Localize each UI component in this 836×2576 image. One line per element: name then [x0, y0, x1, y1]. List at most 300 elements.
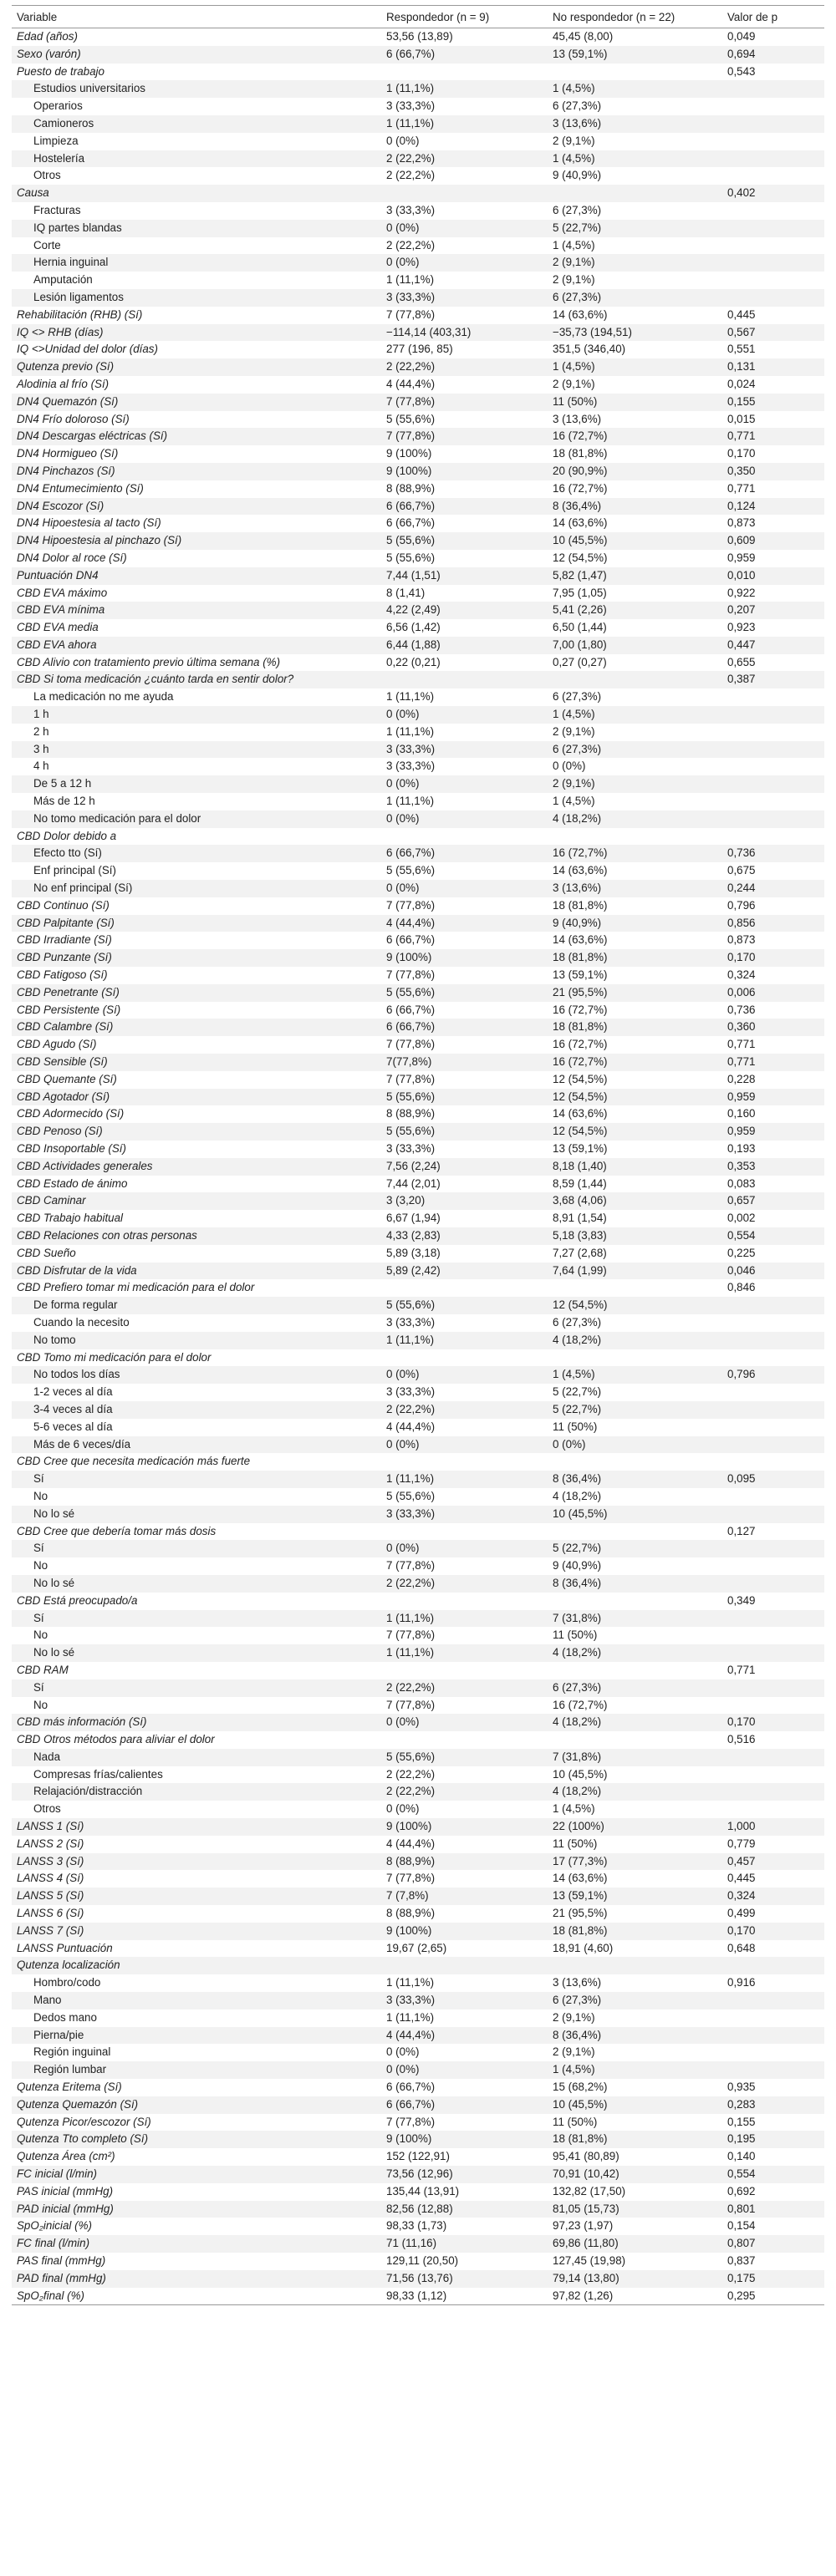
p-value-cell: 0,127 [727, 1524, 756, 1537]
table-row [12, 2183, 824, 2201]
variable-cell: LANSS 5 (Sí) [12, 1888, 381, 1905]
variable-cell: Nada [12, 1749, 381, 1766]
p-value-cell: 0,935 [727, 2081, 756, 2094]
p-value-cell [722, 1801, 824, 1818]
p-value-cell: 0,175 [722, 2270, 824, 2288]
responder-cell: 0 (0%) [381, 1366, 548, 1384]
responder-cell: 5 (55,6%) [386, 864, 436, 877]
p-value-cell [722, 1384, 824, 1401]
responder-cell: 98,33 (1,73) [386, 2219, 447, 2233]
p-value-cell: 0,283 [722, 2096, 824, 2114]
variable-cell: 3-4 veces al día [12, 1401, 381, 1419]
variable-cell: CBD Punzante (Sí) [12, 949, 381, 967]
table-row [12, 1766, 824, 1784]
responder-cell: 53,56 (13,89) [386, 30, 453, 43]
responder-cell: 4 (44,4%) [386, 1420, 436, 1433]
variable-cell: DN4 Hipoestesia al pinchazo (Sí) [12, 532, 381, 550]
non-responder-cell: 351,5 (346,40) [553, 343, 626, 356]
non-responder-cell: 70,91 (10,42) [548, 2166, 722, 2183]
responder-cell: 1 (11,1%) [386, 724, 435, 738]
variable-cell: CBD Estado de ánimo [17, 1176, 128, 1190]
responder-cell: 7 (77,8%) [386, 1559, 436, 1573]
variable-cell: 2 h [33, 724, 49, 738]
p-value-cell: 0,195 [722, 2131, 824, 2148]
table-row [12, 1506, 824, 1523]
responder-cell: 152 (122,91) [386, 2150, 450, 2163]
non-responder-cell: 2 (9,1%) [553, 2010, 595, 2024]
table-row [12, 654, 824, 672]
variable-cell: CBD Actividades generales [12, 1158, 381, 1176]
non-responder-cell: 18 (81,8%) [553, 898, 608, 912]
p-value-cell: 0,856 [722, 915, 824, 932]
p-value-cell: 0,516 [727, 1733, 756, 1746]
non-responder-cell: 3 (13,6%) [553, 1976, 602, 1989]
p-value-cell: 0,796 [722, 1366, 824, 1384]
variable-cell: SpO₂final (%) [12, 2288, 381, 2305]
table-row [12, 2253, 824, 2270]
p-value-cell: 0,959 [722, 1089, 824, 1106]
responder-cell: 0 (0%) [381, 880, 548, 897]
non-responder-cell: 2 (9,1%) [548, 254, 722, 272]
non-responder-cell: 14 (63,6%) [553, 864, 608, 877]
variable-cell: CBD Agotador (Sí) [12, 1089, 381, 1106]
variable-cell: Qutenza Picor/escozor (Sí) [17, 2115, 151, 2128]
p-value-cell: 0,170 [722, 1714, 824, 1731]
variable-cell: Qutenza localización [12, 1957, 381, 1974]
non-responder-cell: 1 (4,5%) [548, 150, 722, 168]
non-responder-cell: 15 (68,2%) [553, 2081, 608, 2094]
table-row [12, 202, 824, 220]
p-value-cell [722, 758, 824, 775]
table-row [12, 1627, 824, 1644]
p-value-cell [722, 828, 824, 846]
non-responder-cell: 9 (40,9%) [553, 169, 602, 182]
p-value-cell: 1,000 [722, 1818, 824, 1836]
responder-cell [381, 1731, 548, 1749]
non-responder-cell: 1 (4,5%) [548, 358, 722, 376]
p-value-cell [722, 1488, 824, 1506]
p-value-cell: 0,170 [727, 447, 756, 460]
responder-cell: 98,33 (1,12) [381, 2288, 548, 2305]
table-row [12, 2009, 824, 2027]
p-value-cell [722, 810, 824, 828]
responder-cell: 3 (33,3%) [386, 203, 436, 216]
variable-cell: De forma regular [12, 1297, 381, 1314]
non-responder-cell: 13 (59,1%) [548, 46, 722, 64]
non-responder-cell: 2 (9,1%) [553, 273, 595, 287]
responder-cell: 7 (77,8%) [386, 1628, 436, 1642]
non-responder-cell: 97,82 (1,26) [548, 2288, 722, 2305]
non-responder-cell: 16 (72,7%) [548, 845, 722, 862]
non-responder-cell: 1 (4,5%) [548, 1366, 722, 1384]
variable-cell: LANSS 1 (Sí) [12, 1818, 381, 1836]
non-responder-cell: 5 (22,7%) [548, 1401, 722, 1419]
table-row [12, 1523, 824, 1541]
non-responder-cell: 1 (4,5%) [553, 238, 595, 252]
non-responder-cell: 1 (4,5%) [548, 2061, 722, 2079]
non-responder-cell: 14 (63,6%) [553, 1872, 608, 1885]
responder-cell: 6 (66,7%) [381, 1019, 548, 1036]
p-value-cell: 0,807 [722, 2235, 824, 2253]
non-responder-cell: 1 (4,5%) [553, 1802, 595, 1816]
table-row [12, 567, 824, 585]
table-row [12, 1279, 824, 1297]
non-responder-cell: 11 (50%) [553, 1628, 598, 1642]
table-row [12, 1870, 824, 1888]
table-row [12, 1940, 824, 1958]
non-responder-cell: 127,45 (19,98) [553, 2254, 626, 2267]
p-value-cell [722, 1453, 824, 1471]
non-responder-cell: 16 (72,7%) [553, 1003, 608, 1016]
variable-cell: Rehabilitación (RHB) (Sí) [17, 307, 143, 321]
variable-cell: Mano [12, 1992, 381, 2009]
responder-cell: 8 (88,9%) [386, 1107, 436, 1120]
table-row [12, 585, 824, 602]
non-responder-cell: 7,95 (1,05) [553, 586, 607, 599]
p-value-cell [722, 1610, 824, 1628]
non-responder-cell: 3 (13,6%) [548, 880, 722, 897]
responder-cell: 9 (100%) [381, 2131, 548, 2148]
responder-cell: 0 (0%) [381, 775, 548, 793]
responder-cell: 1 (11,1%) [381, 1332, 548, 1349]
table-row [12, 1957, 824, 1974]
responder-cell: 1 (11,1%) [386, 795, 435, 808]
variable-cell: CBD Relaciones con otras personas [12, 1227, 381, 1245]
p-value-cell: 0,796 [727, 898, 756, 912]
non-responder-cell: 1 (4,5%) [553, 795, 595, 808]
responder-cell: 2 (22,2%) [381, 1401, 548, 1419]
p-value-cell: 0,922 [727, 586, 756, 599]
non-responder-cell: 3,68 (4,06) [548, 1192, 722, 1210]
p-value-cell [722, 1766, 824, 1784]
table-row [12, 637, 824, 654]
variable-cell: Edad (años) [17, 30, 78, 43]
table-row [12, 272, 824, 289]
table-row [12, 775, 824, 793]
non-responder-cell: 4 (18,2%) [548, 1783, 722, 1801]
non-responder-cell: 12 (54,5%) [553, 1072, 608, 1085]
table-row [12, 828, 824, 846]
p-value-cell: 0,225 [727, 1246, 756, 1259]
variable-cell: 1-2 veces al día [33, 1385, 113, 1399]
table-row [12, 1192, 824, 1210]
p-value-cell: 0,771 [722, 1054, 824, 1071]
variable-cell: Qutenza Quemazón (Sí) [12, 2096, 381, 2114]
non-responder-cell [548, 1523, 722, 1541]
table-row [12, 80, 824, 98]
table-row [12, 1575, 824, 1593]
variable-cell: LANSS 4 (Sí) [17, 1872, 84, 1885]
p-value-cell [722, 289, 824, 307]
variable-cell: Compresas frías/calientes [33, 1767, 163, 1781]
non-responder-cell [548, 828, 722, 846]
table-row [12, 1071, 824, 1089]
table-row [12, 1697, 824, 1715]
table-row [12, 1245, 824, 1263]
variable-cell: CBD Está preocupado/a [17, 1593, 138, 1607]
variable-cell: Operarios [33, 99, 83, 113]
p-value-cell [722, 2044, 824, 2061]
responder-cell: 6,56 (1,42) [386, 621, 441, 634]
p-value-cell: 0,006 [722, 984, 824, 1002]
p-value-cell: 0,771 [722, 428, 824, 445]
results-table [12, 5, 824, 2305]
p-value-cell [722, 1627, 824, 1644]
table-row [12, 445, 824, 463]
non-responder-cell: 2 (9,1%) [553, 2045, 595, 2059]
non-responder-cell: 0 (0%) [553, 760, 586, 773]
variable-cell: Otros [33, 1802, 61, 1816]
responder-cell: 6,67 (1,94) [386, 1212, 441, 1225]
p-value-cell: 0,779 [727, 1837, 756, 1850]
table-row [12, 64, 824, 81]
responder-cell: 9 (100%) [381, 1818, 548, 1836]
responder-cell: 7 (7,8%) [381, 1888, 548, 1905]
table-row [12, 1158, 824, 1176]
table-row [12, 967, 824, 984]
p-value-cell: 0,457 [722, 1853, 824, 1871]
non-responder-cell [548, 1662, 722, 1679]
table-row [12, 2131, 824, 2148]
variable-cell: LANSS 7 (Sí) [12, 1923, 381, 1940]
non-responder-cell: 14 (63,6%) [553, 516, 608, 530]
table-row [12, 724, 824, 741]
p-value-cell: 0,543 [727, 64, 756, 78]
p-value-cell [722, 98, 824, 115]
p-value-cell: 0,155 [727, 2115, 756, 2128]
non-responder-cell: 3 (13,6%) [548, 115, 722, 133]
variable-cell: No tomo medicación para el dolor [12, 810, 381, 828]
non-responder-cell: 7 (31,8%) [548, 1610, 722, 1628]
table-row [12, 1227, 824, 1245]
responder-cell: 1 (11,1%) [381, 1610, 548, 1628]
variable-cell: CBD Penetrante (Sí) [12, 984, 381, 1002]
variable-cell: Qutenza Área (cm²) [17, 2150, 115, 2163]
table-row [12, 2079, 824, 2096]
non-responder-cell: 13 (59,1%) [553, 1142, 608, 1155]
table-row [12, 1366, 824, 1384]
non-responder-cell: 6 (27,3%) [553, 690, 602, 704]
variable-cell: CBD Palpitante (Sí) [12, 915, 381, 932]
table-row [12, 1002, 824, 1019]
non-responder-cell: 8 (36,4%) [548, 1575, 722, 1593]
responder-cell: 2 (22,2%) [381, 1679, 548, 1697]
table-row [12, 1436, 824, 1454]
responder-cell: 5 (55,6%) [386, 551, 436, 564]
variable-cell: CBD Quemante (Sí) [17, 1072, 117, 1085]
table-row [12, 1488, 824, 1506]
table-row [12, 167, 824, 185]
p-value-cell [722, 1436, 824, 1454]
responder-cell: 1 (11,1%) [381, 1644, 548, 1662]
non-responder-cell: 14 (63,6%) [553, 933, 608, 947]
table-row [12, 1471, 824, 1488]
non-responder-cell: 18 (81,8%) [548, 2131, 722, 2148]
variable-cell: CBD Disfrutar de la vida [12, 1263, 381, 1280]
variable-cell: No lo sé [12, 1575, 381, 1593]
p-value-cell: 0,771 [727, 1038, 756, 1051]
p-value-cell [722, 272, 824, 289]
responder-cell: 82,56 (12,88) [381, 2201, 548, 2218]
table-row [12, 289, 824, 307]
responder-cell: 5,89 (2,42) [381, 1263, 548, 1280]
table-row [12, 1401, 824, 1419]
non-responder-cell: 5 (22,7%) [553, 1385, 602, 1399]
variable-cell: FC inicial (l/min) [12, 2166, 381, 2183]
non-responder-cell: 81,05 (15,73) [548, 2201, 722, 2218]
variable-cell: SpO₂inicial (%) [17, 2219, 92, 2233]
table-row [12, 758, 824, 775]
responder-cell: 1 (11,1%) [381, 1471, 548, 1488]
non-responder-cell [548, 1731, 722, 1749]
variable-cell: 3 h [12, 741, 381, 759]
responder-cell: 0 (0%) [381, 1540, 548, 1557]
variable-cell: Dedos mano [33, 2010, 97, 2024]
table-row [12, 2288, 824, 2305]
variable-cell: CBD Penoso (Sí) [12, 1123, 381, 1141]
responder-cell: 2 (22,2%) [381, 1783, 548, 1801]
variable-cell: Causa [12, 185, 381, 202]
non-responder-cell: 5 (22,7%) [548, 220, 722, 237]
variable-cell: CBD Persistente (Sí) [17, 1003, 121, 1016]
variable-cell: No tomo [12, 1332, 381, 1349]
variable-cell: CBD Agudo (Sí) [17, 1038, 97, 1051]
table-row [12, 28, 824, 46]
table-row [12, 1036, 824, 1054]
responder-cell: 8 (88,9%) [386, 1907, 436, 1920]
non-responder-cell: 10 (45,5%) [548, 2096, 722, 2114]
variable-cell: Amputación [33, 273, 93, 287]
responder-cell: 1 (11,1%) [386, 273, 435, 287]
non-responder-cell: 14 (63,6%) [553, 307, 608, 321]
responder-cell: 4 (44,4%) [381, 2027, 548, 2045]
p-value-cell [722, 150, 824, 168]
header-non-responder: No respondedor (n = 22) [548, 6, 722, 28]
table-row [12, 2218, 824, 2235]
variable-cell: De 5 a 12 h [12, 775, 381, 793]
non-responder-cell: 13 (59,1%) [548, 1888, 722, 1905]
variable-cell: LANSS Puntuación [17, 1941, 113, 1954]
non-responder-cell: 11 (50%) [553, 1420, 598, 1433]
variable-cell: Sí [12, 1471, 381, 1488]
variable-cell: CBD EVA máximo [17, 586, 108, 599]
table-row [12, 1540, 824, 1557]
variable-cell: PAD final (mmHg) [12, 2270, 381, 2288]
p-value-cell: 0,170 [722, 949, 824, 967]
p-value-cell: 0,207 [722, 602, 824, 619]
variable-cell: Qutenza Tto completo (Sí) [12, 2131, 381, 2148]
table-row [12, 2096, 824, 2114]
non-responder-cell: 5,82 (1,47) [548, 567, 722, 585]
responder-cell [381, 828, 548, 846]
variable-cell: Región lumbar [12, 2061, 381, 2079]
non-responder-cell: 95,41 (80,89) [553, 2150, 619, 2163]
variable-cell: Lesión ligamentos [12, 289, 381, 307]
p-value-cell [722, 724, 824, 741]
table-row [12, 619, 824, 637]
non-responder-cell: 6 (27,3%) [548, 289, 722, 307]
non-responder-cell: 6 (27,3%) [553, 1315, 602, 1329]
non-responder-cell: 7 (31,8%) [548, 1749, 722, 1766]
table-row [12, 1263, 824, 1280]
variable-cell: Más de 12 h [33, 795, 95, 808]
table-row [12, 1905, 824, 1923]
p-value-cell: 0,959 [722, 1123, 824, 1141]
table-row [12, 1332, 824, 1349]
non-responder-cell: 21 (95,5%) [553, 1907, 608, 1920]
non-responder-cell: 6 (27,3%) [553, 203, 602, 216]
responder-cell: 9 (100%) [381, 949, 548, 967]
p-value-cell: 0,445 [727, 1872, 756, 1885]
variable-cell: CBD Si toma medicación ¿cuánto tarda en sentir dolor? [12, 671, 381, 688]
p-value-cell: 0,002 [727, 1212, 756, 1225]
non-responder-cell: 18 (81,8%) [548, 1019, 722, 1036]
p-value-cell [722, 1506, 824, 1523]
non-responder-cell: 20 (90,9%) [548, 463, 722, 480]
table-row [12, 532, 824, 550]
non-responder-cell: 7,64 (1,99) [548, 1263, 722, 1280]
p-value-cell: 0,010 [722, 567, 824, 585]
p-value-cell: 0,567 [722, 324, 824, 342]
responder-cell: 6 (66,7%) [381, 2096, 548, 2114]
non-responder-cell: 10 (45,5%) [548, 1506, 722, 1523]
non-responder-cell: 6 (27,3%) [548, 1992, 722, 2009]
variable-cell: Cuando la necesito [33, 1315, 130, 1329]
responder-cell: 6 (66,7%) [381, 498, 548, 516]
p-value-cell: 0,193 [727, 1142, 756, 1155]
responder-cell: 3 (33,3%) [381, 1992, 548, 2009]
responder-cell: 3 (33,3%) [381, 1506, 548, 1523]
table-row [12, 1314, 824, 1332]
table-row [12, 793, 824, 810]
responder-cell: 6 (66,7%) [386, 1003, 436, 1016]
table-row [12, 845, 824, 862]
responder-cell: 7 (77,8%) [386, 307, 436, 321]
p-value-cell: 0,873 [727, 516, 756, 530]
variable-cell: Puesto de trabajo [17, 64, 104, 78]
variable-cell: PAS final (mmHg) [17, 2254, 106, 2267]
non-responder-cell: 45,45 (8,00) [553, 30, 614, 43]
non-responder-cell: 18 (81,8%) [548, 949, 722, 967]
responder-cell [381, 1279, 548, 1297]
responder-cell: 7,44 (1,51) [381, 567, 548, 585]
responder-cell: 5 (55,6%) [386, 412, 436, 425]
p-value-cell: 0,024 [727, 377, 756, 390]
responder-cell: 129,11 (20,50) [386, 2254, 459, 2267]
responder-cell: 3 (33,3%) [386, 99, 436, 113]
variable-cell: LANSS 2 (Sí) [17, 1837, 84, 1850]
responder-cell: 7 (77,8%) [386, 968, 436, 982]
p-value-cell [722, 1297, 824, 1314]
table-row [12, 2235, 824, 2253]
non-responder-cell [548, 671, 722, 688]
variable-cell: DN4 Frío doloroso (Sí) [17, 412, 130, 425]
non-responder-cell [548, 185, 722, 202]
responder-cell [381, 1662, 548, 1679]
table-row [12, 1923, 824, 1940]
variable-cell: IQ <> RHB (días) [12, 324, 381, 342]
variable-cell: Puntuación DN4 [12, 567, 381, 585]
non-responder-cell: 79,14 (13,80) [548, 2270, 722, 2288]
non-responder-cell: 7,27 (2,68) [553, 1246, 607, 1259]
table-row [12, 115, 824, 133]
variable-cell: Hernia inguinal [12, 254, 381, 272]
variable-cell: No [33, 1559, 48, 1573]
responder-cell: 4,33 (2,83) [381, 1227, 548, 1245]
p-value-cell: 0,349 [727, 1593, 756, 1607]
p-value-cell [722, 1401, 824, 1419]
variable-cell: IQ <>Unidad del dolor (días) [17, 343, 158, 356]
